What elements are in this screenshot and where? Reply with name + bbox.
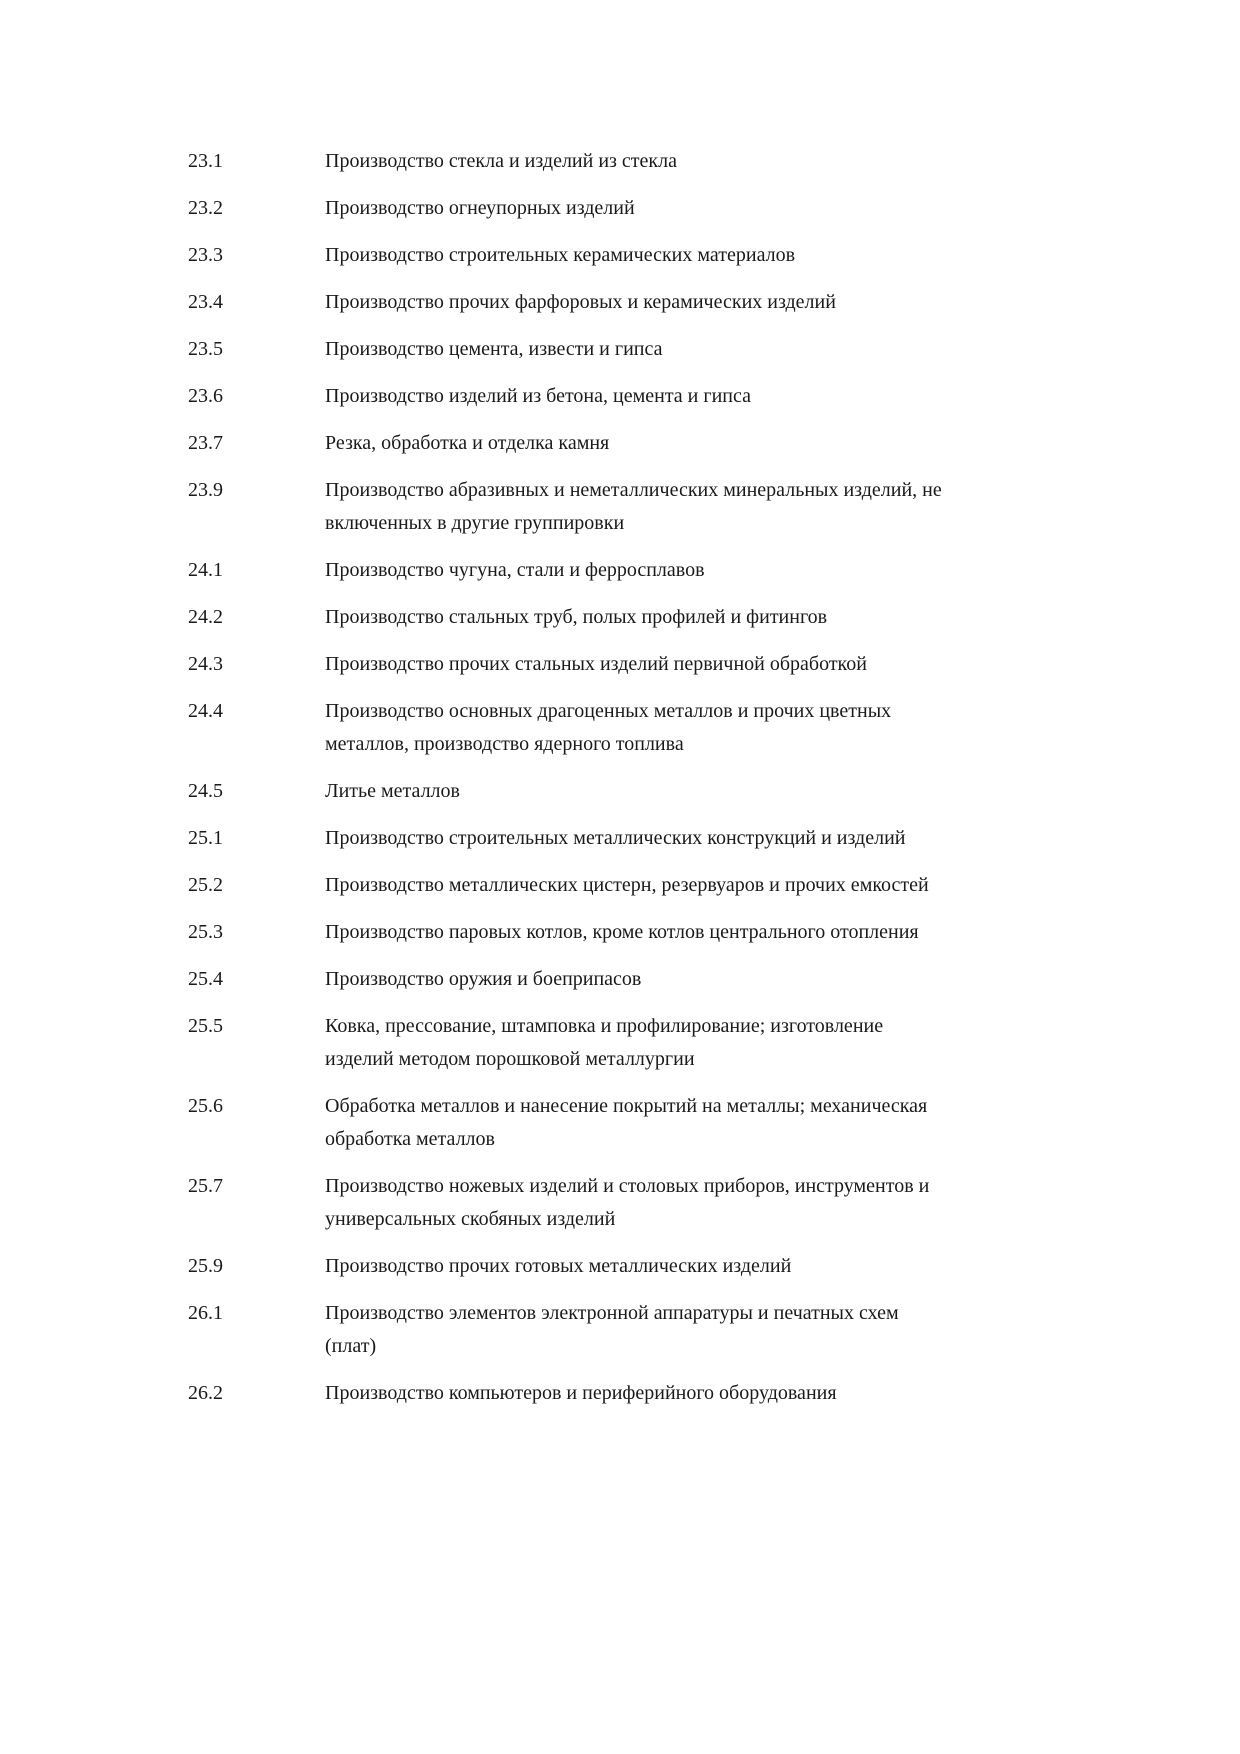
classification-code: 24.3 bbox=[188, 653, 223, 675]
classification-description: Производство паровых котлов, кроме котлов центрального отопления bbox=[325, 921, 919, 943]
classification-code: 26.2 bbox=[188, 1382, 223, 1404]
classification-code: 24.2 bbox=[188, 606, 223, 628]
classification-code: 23.1 bbox=[188, 150, 223, 172]
classification-row bbox=[188, 554, 1048, 587]
classification-row bbox=[188, 239, 1048, 272]
classification-description: Производство компьютеров и периферийного оборудования bbox=[325, 1382, 837, 1404]
classification-description: Обработка металлов и нанесение покрытий на металлы; механическая обработка металлов bbox=[325, 1095, 928, 1150]
classification-description: Производство стекла и изделий из стекла bbox=[325, 150, 678, 172]
classification-row bbox=[188, 474, 1048, 540]
classification-description: Производство абразивных и неметаллических минеральных изделий, не включенных в другие группировки bbox=[325, 479, 942, 534]
classification-row bbox=[188, 869, 1048, 902]
classification-code: 25.9 bbox=[188, 1255, 223, 1277]
document-page bbox=[188, 145, 1048, 1424]
classification-code: 23.9 bbox=[188, 479, 223, 501]
classification-code: 25.2 bbox=[188, 874, 223, 896]
classification-code: 23.6 bbox=[188, 385, 223, 407]
classification-row bbox=[188, 775, 1048, 808]
classification-code-list bbox=[188, 145, 1048, 1410]
classification-description: Производство изделий из бетона, цемента и гипса bbox=[325, 385, 751, 407]
classification-code: 24.5 bbox=[188, 780, 223, 802]
classification-row bbox=[188, 1297, 1048, 1363]
classification-row bbox=[188, 916, 1048, 949]
classification-row bbox=[188, 286, 1048, 319]
classification-description: Производство прочих стальных изделий первичной обработкой bbox=[325, 653, 867, 675]
classification-code: 23.4 bbox=[188, 291, 223, 313]
classification-description: Производство строительных металлических конструкций и изделий bbox=[325, 827, 906, 849]
classification-row bbox=[188, 145, 1048, 178]
classification-row bbox=[188, 1090, 1048, 1156]
classification-description: Производство основных драгоценных металлов и прочих цветных металлов, производство ядерного топлива bbox=[325, 700, 892, 755]
classification-row bbox=[188, 648, 1048, 681]
classification-code: 24.1 bbox=[188, 559, 223, 581]
classification-description: Литье металлов bbox=[325, 780, 460, 802]
classification-description: Ковка, прессование, штамповка и профилирование; изготовление изделий методом порошковой металлургии bbox=[325, 1015, 884, 1070]
classification-row bbox=[188, 192, 1048, 225]
classification-description: Производство оружия и боеприпасов bbox=[325, 968, 642, 990]
classification-code: 23.7 bbox=[188, 432, 223, 454]
classification-row bbox=[188, 822, 1048, 855]
classification-description: Производство прочих готовых металлических изделий bbox=[325, 1255, 792, 1277]
classification-row bbox=[188, 380, 1048, 413]
classification-row bbox=[188, 695, 1048, 761]
classification-description: Производство стальных труб, полых профилей и фитингов bbox=[325, 606, 828, 628]
classification-row bbox=[188, 1377, 1048, 1410]
classification-code: 25.6 bbox=[188, 1095, 223, 1117]
classification-code: 25.7 bbox=[188, 1175, 223, 1197]
classification-code: 26.1 bbox=[188, 1302, 223, 1324]
classification-description: Производство цемента, извести и гипса bbox=[325, 338, 663, 360]
classification-code: 23.3 bbox=[188, 244, 223, 266]
classification-code: 23.2 bbox=[188, 197, 223, 219]
classification-code: 25.4 bbox=[188, 968, 223, 990]
classification-code: 23.5 bbox=[188, 338, 223, 360]
classification-row bbox=[188, 427, 1048, 460]
classification-code: 25.1 bbox=[188, 827, 223, 849]
classification-code: 24.4 bbox=[188, 700, 223, 722]
classification-description: Производство ножевых изделий и столовых приборов, инструментов и универсальных скобяных изделий bbox=[325, 1175, 930, 1230]
classification-row bbox=[188, 601, 1048, 634]
classification-row bbox=[188, 1170, 1048, 1236]
classification-description: Резка, обработка и отделка камня bbox=[325, 432, 610, 454]
classification-description: Производство металлических цистерн, резервуаров и прочих емкостей bbox=[325, 874, 929, 896]
classification-description: Производство огнеупорных изделий bbox=[325, 197, 635, 219]
classification-description: Производство элементов электронной аппаратуры и печатных схем (плат) bbox=[325, 1302, 899, 1357]
classification-description: Производство строительных керамических материалов bbox=[325, 244, 796, 266]
classification-description: Производство прочих фарфоровых и керамических изделий bbox=[325, 291, 836, 313]
classification-row bbox=[188, 1250, 1048, 1283]
classification-row bbox=[188, 333, 1048, 366]
classification-row bbox=[188, 963, 1048, 996]
classification-code: 25.3 bbox=[188, 921, 223, 943]
classification-description: Производство чугуна, стали и ферросплавов bbox=[325, 559, 705, 581]
classification-row bbox=[188, 1010, 1048, 1076]
classification-code: 25.5 bbox=[188, 1015, 223, 1037]
